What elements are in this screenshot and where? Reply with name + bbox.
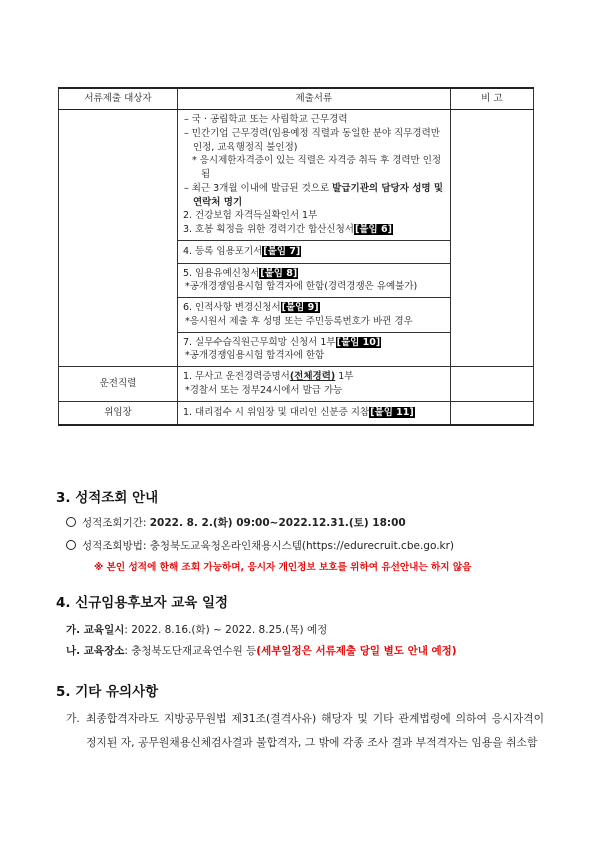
list-item: – 민간기업 근무경력(임용예정 직렬과 동일한 분야 직무경력만 인정, 교육행정직 불인정) <box>183 127 440 153</box>
education-place: 나. 교육장소: 충청북도단재교육연수원 등(세부일정은 서류제출 당일 별도 안내 예정) <box>66 645 457 657</box>
table-row <box>59 367 534 402</box>
col-header-documents: 제출서류 <box>177 88 450 110</box>
education-date: 가. 교육일시: 2022. 8.16.(화) ~ 2022. 8.25.(목) 예정 <box>66 624 328 636</box>
list-item: – 국 · 공립학교 또는 사립학교 근무경력 <box>183 114 348 125</box>
documents-cell: 6. 인적사항 변경신청서[붙임 9] *응시원서 제출 후 성명 또는 주민등록번호가 바뀐 경우 <box>177 298 450 333</box>
documents-cell: 7. 실무수습직원근무희망 신청서 1부[붙임 10] *공개경쟁임용시험 합격자에 한함 <box>177 332 450 367</box>
table-row <box>59 401 534 424</box>
attachment-tag: [붙임 11] <box>370 406 414 418</box>
list-item: * 응시제한자격증이 있는 직렬은 자격증 취득 후 경력만 인정됨 <box>191 155 442 181</box>
note-text: *공개경쟁임용시험 합격자에 한함 <box>184 350 325 362</box>
attachment-tag: [붙임 6] <box>354 224 392 236</box>
list-item: – 최근 3개월 이내에 발급된 것으로 발급기관의 담당자 성명 및 연락처 명기 <box>183 182 444 208</box>
attachment-tag: [붙임 10] <box>336 336 381 348</box>
remarks-cell <box>450 401 533 424</box>
note-text: *경찰서 또는 정부24시에서 발급 가능 <box>184 385 343 397</box>
list-item: 2. 건강보험 자격득실확인서 1부 <box>182 210 318 222</box>
documents-cell: 5. 임용유예신청서[붙임 8] *공개경쟁임용시험 합격자에 한함(경력경쟁은 유예불가) <box>177 263 450 298</box>
score-warning: ※ 본인 성적에 한해 조회 가능하며, 응시자 개인정보 보호를 위하여 유선안내는 하지 않음 <box>94 562 472 573</box>
section5-title: 5. 기타 유의사항 <box>56 684 159 700</box>
remarks-cell <box>450 367 533 402</box>
remarks-cell <box>450 110 533 367</box>
note-text: *공개경쟁임용시험 합격자에 한함(경력경쟁은 유예불가) <box>184 281 418 293</box>
target-cell-proxy: 위임장 <box>59 401 178 424</box>
col-header-remarks: 비 고 <box>450 88 533 110</box>
score-method: 성적조회방법: 충청북도교육청온라인채용시스템(https://edurecruit.cbe.go.kr) <box>66 538 454 553</box>
table-header-row <box>59 88 534 110</box>
attachment-tag: [붙임 7] <box>263 245 301 257</box>
circle-bullet-icon <box>66 540 76 550</box>
documents-cell: 1. 무사고 운전경력증명서(전체경력) 1부 *경찰서 또는 정부24시에서 발급 가능 <box>177 367 450 402</box>
target-cell-driver: 운전직렬 <box>59 367 178 402</box>
table-row <box>59 110 534 241</box>
documents-cell <box>177 110 450 241</box>
documents-cell: 4. 등록 임용포기서[붙임 7] <box>177 240 450 263</box>
section3-title: 3. 성적조회 안내 <box>56 490 159 506</box>
document-table <box>58 87 534 426</box>
col-header-target: 서류제출 대상자 <box>59 88 178 110</box>
notice-paragraph: 가. 최종합격자라도 지방공무원법 제31조(결격사유) 해당자 및 기타 관계법령에 의하여 응시자격이 정지된 자, 공무원채용신체검사결과 불합격자, 그 밖에 각종 조사 결과 부적격자는 임용을 취소함 <box>66 712 544 749</box>
section4-title: 4. 신규임용후보자 교육 일정 <box>56 595 229 611</box>
score-period: 성적조회기간: 2022. 8. 2.(화) 09:00∼2022.12.31.(토) 18:00 <box>66 515 406 530</box>
documents-cell: 1. 대리접수 시 위임장 및 대리인 신분증 지참[붙임 11] <box>177 401 450 424</box>
circle-bullet-icon <box>66 517 76 527</box>
target-cell-empty <box>59 110 178 367</box>
attachment-tag: [붙임 8] <box>260 267 298 279</box>
attachment-tag: [붙임 9] <box>281 302 319 314</box>
note-text: *응시원서 제출 후 성명 또는 주민등록번호가 바뀐 경우 <box>184 315 413 327</box>
list-item: 3. 호봉 획정을 위한 경력기간 합산신청서[붙임 6] <box>182 224 392 236</box>
